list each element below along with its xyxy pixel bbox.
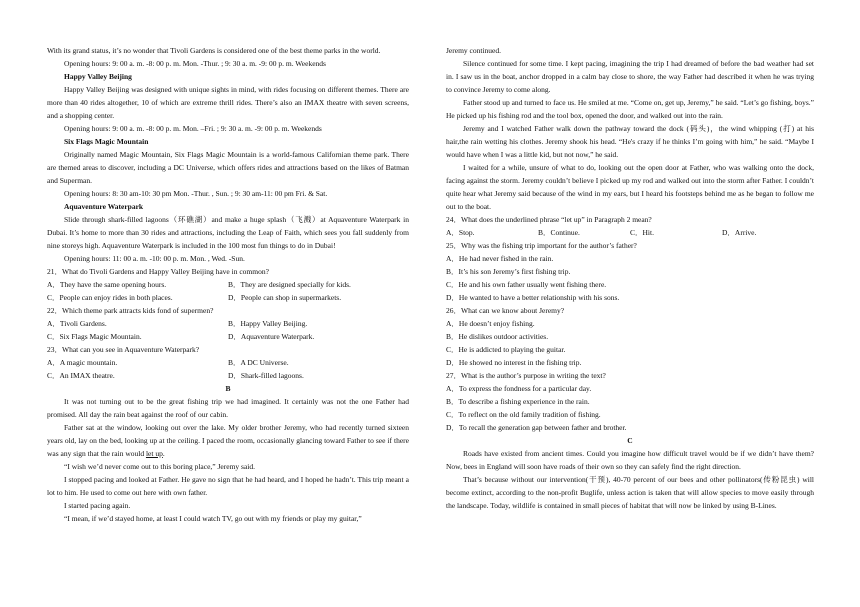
opening-hours: Opening hours: 11: 00 a. m. -10: 00 p. m. Mon. , Wed. -Sun. bbox=[64, 254, 245, 263]
section-heading: Happy Valley Beijing bbox=[64, 72, 132, 81]
option-b: B．Happy Valley Beijing. bbox=[228, 319, 308, 328]
paragraph: Jeremy continued. bbox=[446, 46, 501, 55]
option-c: C．He is addicted to playing the guitar. bbox=[446, 345, 566, 354]
paragraph: I stopped pacing and looked at Father. He gave no sign that he had heard, and I hoped he hadn’t. This trip meant a lot to him. He used to come out here with own father. bbox=[47, 475, 409, 497]
text-run: . bbox=[162, 449, 165, 458]
paragraph: “I mean, if we’d stayed home, at least I could watch TV, go out with my friends or play my guitar,” bbox=[64, 514, 362, 523]
options-row bbox=[47, 278, 409, 291]
options-row bbox=[47, 369, 409, 382]
question-22: 22．Which theme park attracts kids fond of supermen? bbox=[47, 306, 214, 315]
section-label-c: C bbox=[627, 436, 633, 445]
option-a: A．A magic mountain. bbox=[47, 358, 118, 367]
opening-hours: Opening hours: 8: 30 am-10: 30 pm Mon. -Thur. , Sun. ; 9: 30 am-11: 00 pm Fri. & Sat. bbox=[64, 189, 328, 198]
option-a: A．To express the fondness for a particular day. bbox=[446, 384, 592, 393]
question-25: 25．Why was the fishing trip important for the author’s father? bbox=[446, 241, 637, 250]
option-d: D．He showed no interest in the fishing trip. bbox=[446, 358, 582, 367]
option-a: A．Tivoli Gardens. bbox=[47, 319, 107, 328]
paragraph: Slide through shark-filled lagoons（环礁湖）and make a huge splash（飞溅）at Aquaventure Waterpark in Dubai. It’s home to more than 30 rides and attractions, including the Leap of Faith, which sees you fall suddenly from nine storeys high. Aquaventure Waterpark is included in the 100 most fun things to do in Dubai! bbox=[47, 215, 409, 250]
paragraph: With its grand status, it’s no wonder that Tivoli Gardens is considered one of the best theme parks in the world. bbox=[47, 46, 381, 55]
question-26: 26．What can we know about Jeremy? bbox=[446, 306, 565, 315]
option-c: C．Six Flags Magic Mountain. bbox=[47, 332, 142, 341]
option-c: C．He and his own father usually went fishing there. bbox=[446, 280, 607, 289]
paragraph: Originally named Magic Mountain, Six Flags Magic Mountain is a world-famous Californian theme park. There are themed areas to discover, including a DC Universe, which offers rides and attractions based on the likes of Batman and Superman. bbox=[47, 150, 409, 185]
option-c: C．To reflect on the old family tradition of fishing. bbox=[446, 410, 601, 419]
option-a: A．He had never fished in the rain. bbox=[446, 254, 554, 263]
options-row bbox=[47, 356, 409, 369]
option-a: A．They have the same opening hours. bbox=[47, 280, 167, 289]
paragraph: Father stood up and turned to face us. He smiled at me. “Come on, get up, Jeremy,” he said. “Let’s go fishing, boys.” He picked up his fishing rod and the tool box, opened the door, and walked out into the rain. bbox=[446, 98, 814, 120]
section-heading: Aquaventure Waterpark bbox=[64, 202, 144, 211]
option-c: C．Hit. bbox=[630, 228, 654, 237]
option-b: B．It’s his son Jeremy’s first fishing trip. bbox=[446, 267, 571, 276]
left-column bbox=[47, 44, 409, 525]
paragraph: Roads have existed from ancient times. Could you imagine how difficult travel would be if we didn’t have them? Now, bees in England will soon have roads of their own so they can safely find the right direction. bbox=[446, 449, 814, 471]
paragraph: I started pacing again. bbox=[64, 501, 131, 510]
options-row bbox=[47, 291, 409, 304]
question-23: 23．What can you see in Aquaventure Waterpark? bbox=[47, 345, 200, 354]
option-a: A．He doesn’t enjoy fishing. bbox=[446, 319, 535, 328]
paragraph: That’s because without our intervention(干预), 40-70 percent of our bees and other pollinators(传粉昆虫) will become extinct, according to the non-profit Buglife, unless action is taken that will allow species to move easily through the landscape. Today, wildlife is contained in small pieces of habitat that will now be linked by using B-Lines. bbox=[446, 475, 814, 510]
option-b: B．He dislikes outdoor activities. bbox=[446, 332, 549, 341]
option-b: B．They are designed specially for kids. bbox=[228, 280, 351, 289]
section-label-b: B bbox=[225, 384, 231, 393]
option-b: B．To describe a fishing experience in the rain. bbox=[446, 397, 590, 406]
option-d: D．Arrive. bbox=[722, 228, 757, 237]
option-d: D．Aquaventure Waterpark. bbox=[228, 332, 315, 341]
paragraph: It was not turning out to be the great fishing trip we had imagined. It certainly was not the one Father had promised. All day the rain beat against the roof of our cabin. bbox=[47, 397, 409, 419]
question-21: 21．What do Tivoli Gardens and Happy Valley Beijing have in common? bbox=[47, 267, 269, 276]
text-run: Father sat at the window, looking out over the lake. My older brother Jeremy, who had recently turned sixteen years old, lay on the bed, looking up at the ceiling. I paced the room, occasionally glancing toward Father to see if there was any sign that the rain would bbox=[47, 423, 409, 458]
option-d: D．He wanted to have a better relationship with his sons. bbox=[446, 293, 620, 302]
question-27: 27．What is the author’s purpose in writing the text? bbox=[446, 371, 606, 380]
opening-hours: Opening hours: 9: 00 a. m. -8: 00 p. m. Mon. –Fri. ; 9: 30 a. m. -9: 00 p. m. Weekends bbox=[64, 124, 322, 133]
question-24: 24．What does the underlined phrase “let up” in Paragraph 2 mean? bbox=[446, 215, 652, 224]
options-row bbox=[47, 330, 409, 343]
option-c: C．An IMAX theatre. bbox=[47, 371, 115, 380]
paragraph: Silence continued for some time. I kept pacing, imagining the trip I had dreamed of before the bad weather had set in. I saw us in the boat, anchor dropped in a calm bay close to shore, the way Father had described it when he was trying to convince Jeremy to come along. bbox=[446, 59, 814, 94]
paragraph: I waited for a while, unsure of what to do, looking out the open door at Father, who was walking onto the dock, facing against the storm. Jeremy couldn’t believe I picked up my rod and walked out into the storm after Father. I couldn’t quite hear what Jeremy said because of the wind in my ears, but I heard his footsteps behind me as he began to follow me out to the boat. bbox=[446, 163, 814, 211]
paragraph: Happy Valley Beijing was designed with unique sights in mind, with rides focusing on different themes. There are more than 40 rides altogether, 10 of which are extreme thrill rides. There’s also an IMAX theatre with seven screens, and a shopping center. bbox=[47, 85, 409, 120]
option-d: D．To recall the generation gap between father and brother. bbox=[446, 423, 627, 432]
paragraph: Jeremy and I watched Father walk down the pathway toward the dock (码头)，the wind whipping (打) at his hair,the rain wetting his clothes. Jeremy shook his head. “He's crazy if he thinks I’m going with him,” he said. “Maybe I would have when I was a little kid, but not now,” he said. bbox=[446, 124, 814, 159]
right-column bbox=[446, 44, 814, 512]
underlined-phrase: let up bbox=[145, 449, 163, 458]
paragraph: “I wish we’d never come out to this boring place,” Jeremy said. bbox=[64, 462, 255, 471]
option-d: D．Shark-filled lagoons. bbox=[228, 371, 304, 380]
option-b: B．Continue. bbox=[538, 228, 580, 237]
opening-hours: Opening hours: 9: 00 a. m. -8: 00 p. m. Mon. -Thur. ; 9: 30 a. m. -9: 00 p. m. Weekends bbox=[64, 59, 326, 68]
option-d: D．People can shop in supermarkets. bbox=[228, 293, 342, 302]
options-row bbox=[47, 317, 409, 330]
options-row bbox=[446, 226, 814, 239]
paragraph bbox=[47, 421, 409, 460]
section-heading: Six Flags Magic Mountain bbox=[64, 137, 149, 146]
option-c: C．People can enjoy rides in both places. bbox=[47, 293, 173, 302]
option-b: B．A DC Universe. bbox=[228, 358, 289, 367]
option-a: A．Stop. bbox=[446, 228, 475, 237]
